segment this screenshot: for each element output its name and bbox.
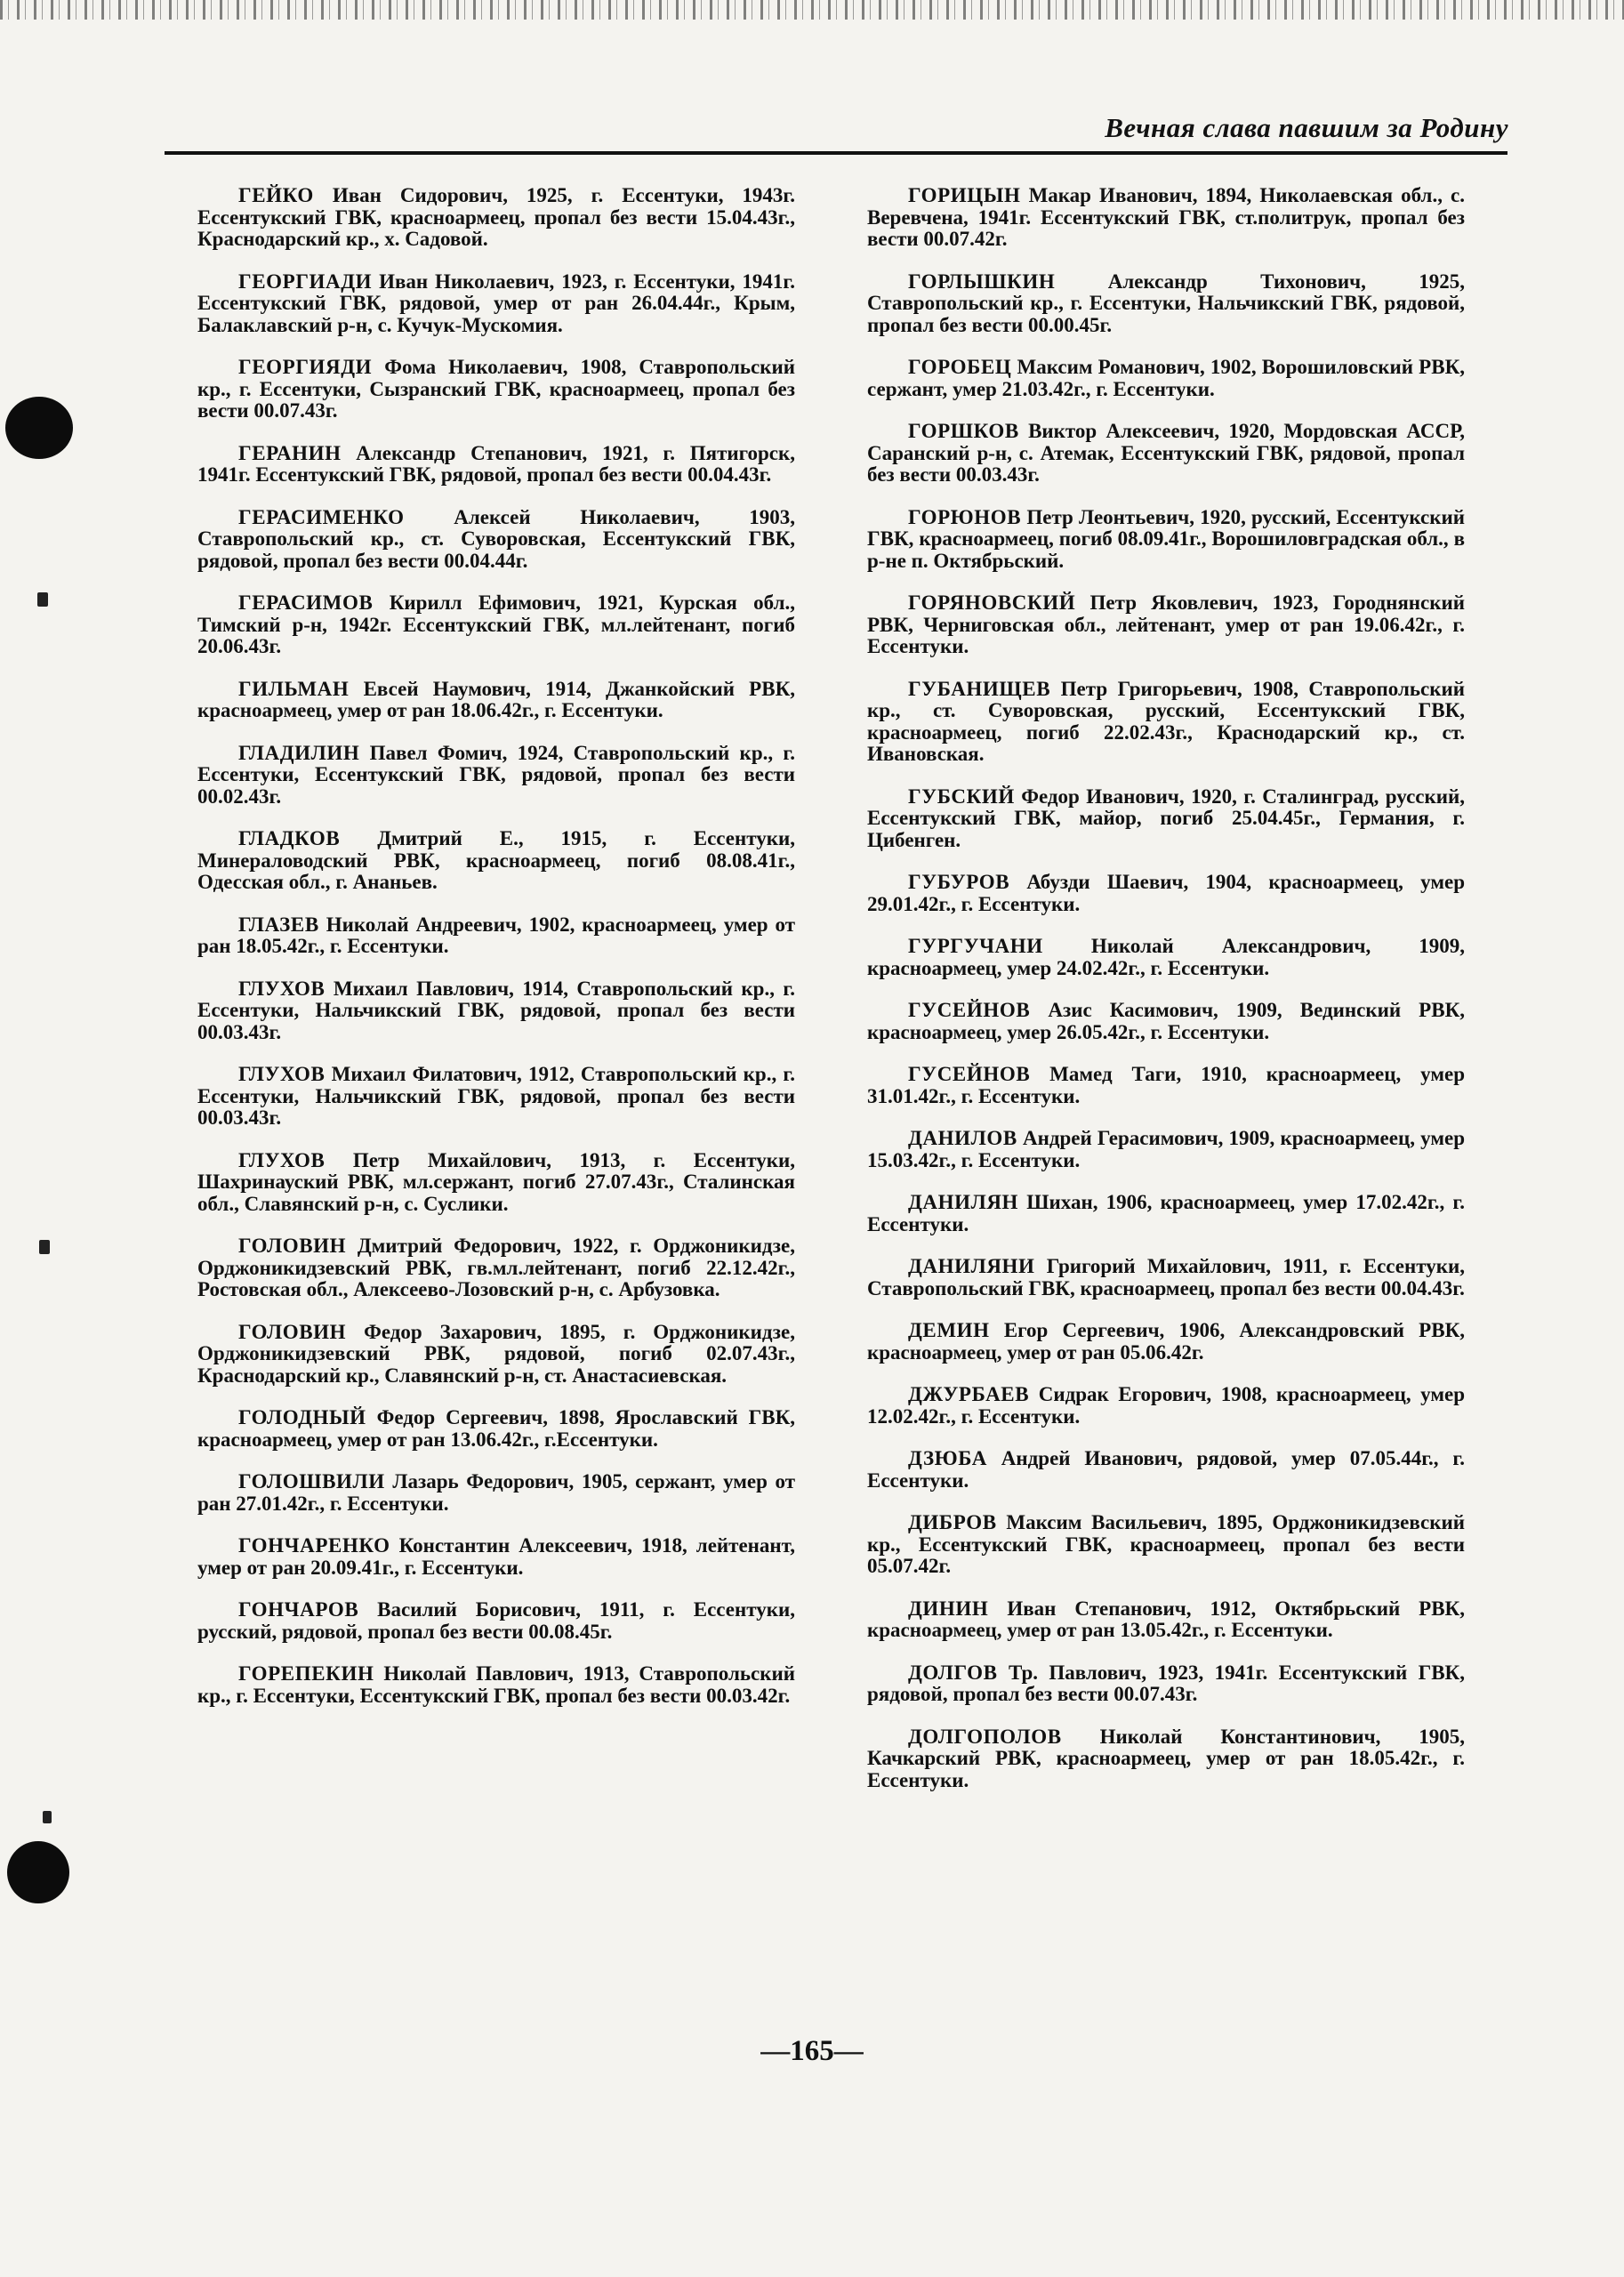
surname: ДОЛГОВ [908, 1661, 998, 1684]
surname: ДЕМИН [908, 1319, 990, 1341]
scan-speck [39, 1240, 50, 1254]
entry [197, 1535, 795, 1579]
entry [867, 1384, 1465, 1428]
entry-text: Павел Фомич, 1924, Ставропольский кр., г. Ессентуки, Ессентукский ГВК, рядовой, пропал без вести 00.02.43г. [197, 741, 796, 808]
entry-text: Дмитрий Е., 1915, г. Ессентуки, Минераловодский РВК, красноармеец, погиб 08.08.41г., Одесская обл., г. Ананьев. [197, 827, 795, 893]
entry [197, 743, 795, 809]
entry [867, 1256, 1465, 1299]
entry [867, 786, 1465, 852]
entry-text: Александр Тихонович, 1925, Ставропольский кр., г. Ессентуки, Нальчикский ГВК, рядовой, пропал без вести 00.00.45г. [867, 270, 1465, 336]
entry-text: Василий Борисович, 1911, г. Ессентуки, русский, рядовой, пропал без вести 00.08.45г. [197, 1598, 796, 1643]
entry [197, 1407, 795, 1451]
surname: ГЛУХОВ [238, 1148, 326, 1171]
entry-text: Андрей Иванович, рядовой, умер 07.05.44г., г. Ессентуки. [867, 1447, 1465, 1492]
entry [867, 1064, 1465, 1107]
entry [867, 872, 1465, 915]
entry-text: Абузди Шаевич, 1904, красноармеец, умер 29.01.42г., г. Ессентуки. [867, 871, 1465, 915]
entry [867, 357, 1465, 400]
entry [197, 1471, 795, 1515]
surname: ГОЛОДНЫЙ [238, 1406, 366, 1428]
surname: ГОРЯНОВСКИЙ [908, 591, 1076, 614]
surname: ГУБУРОВ [908, 871, 1010, 893]
scan-speck [43, 1811, 52, 1823]
entry [197, 1235, 795, 1301]
entry [197, 271, 795, 337]
entry [867, 1662, 1465, 1706]
entry [867, 1512, 1465, 1578]
entry-text: Мамед Таги, 1910, красноармеец, умер 31.01.42г., г. Ессентуки. [867, 1063, 1465, 1107]
entry-text: Тр. Павлович, 1923, 1941г. Ессентукский ГВК, рядовой, пропал без вести 00.07.43г. [867, 1661, 1465, 1705]
entry-text: Максим Романович, 1902, Ворошиловский РВК, сержант, умер 21.03.42г., г. Ессентуки. [867, 356, 1465, 400]
scan-speck [37, 592, 48, 607]
surname: ГОЛОВИН [238, 1320, 347, 1343]
surname: ГЛАЗЕВ [238, 913, 319, 936]
surname: ГЕОРГИАДИ [238, 270, 373, 293]
entry [867, 592, 1465, 658]
entry [867, 185, 1465, 251]
entry [867, 1000, 1465, 1043]
surname: ГЕРАСИМЕНКО [238, 505, 405, 528]
page-number: —165— [760, 2035, 864, 2067]
surname: ГОРОБЕЦ [908, 356, 1012, 378]
entry [867, 421, 1465, 487]
surname: ДОЛГОПОЛОВ [908, 1725, 1062, 1748]
entry-text: Иван Сидорович, 1925, г. Ессентуки, 1943г. Ессентукский ГВК, красноармеец, пропал без вести 15.04.43г., Краснодарский кр., х. Садовой. [197, 184, 796, 250]
entry [197, 507, 795, 573]
punch-hole-mark [7, 1841, 69, 1903]
entry [197, 443, 795, 487]
entry-text: Сидрак Егорович, 1908, красноармеец, умер 12.02.42г., г. Ессентуки. [867, 1383, 1465, 1428]
entry [197, 357, 795, 422]
entry-text: Михаил Павлович, 1914, Ставропольский кр., г. Ессентуки, Нальчикский ГВК, рядовой, пропал без вести 00.03.43г. [197, 977, 795, 1043]
surname: ГОРЮНОВ [908, 505, 1022, 528]
entry-text: Андрей Герасимович, 1909, красноармеец, умер 15.03.42г., г. Ессентуки. [867, 1127, 1465, 1171]
entry [867, 1320, 1465, 1364]
entry-text: Петр Григорьевич, 1908, Ставропольский кр., ст. Суворовская, русский, Ессентукский ГВК, красноармеец, погиб 22.02.43г., Краснодарский кр., ст. Ивановская. [867, 677, 1466, 765]
surname: ГЕОРГИЯДИ [238, 356, 373, 378]
surname: ДАНИЛОВ [908, 1127, 1017, 1149]
surname: ГОРШКОВ [908, 420, 1019, 442]
entry-text: Федор Сергеевич, 1898, Ярославский ГВК, красноармеец, умер от ран 13.06.42г., г.Ессентуки. [197, 1406, 796, 1451]
entry [197, 679, 795, 722]
right-column [867, 185, 1465, 1812]
entry-text: Николай Александрович, 1909, красноармеец, умер 24.02.42г., г. Ессентуки. [867, 935, 1466, 979]
surname: ДЖУРБАЕВ [908, 1383, 1030, 1405]
surname: ГЕРАСИМОВ [238, 591, 374, 614]
surname: ГОЛОВИН [238, 1235, 347, 1257]
surname: ГЛУХОВ [238, 1063, 326, 1085]
entry-text: Петр Яковлевич, 1923, Городнянский РВК, Черниговская обл., лейтенант, умер от ран 19.06.42г., г. Ессентуки. [867, 591, 1465, 657]
surname: ГУРГУЧАНИ [908, 935, 1043, 957]
entry [197, 978, 795, 1044]
entry [867, 1128, 1465, 1171]
surname: ГОРЕПЕКИН [238, 1662, 374, 1685]
entry-text: Николай Павлович, 1913, Ставропольский кр., г. Ессентуки, Ессентукский ГВК, пропал без вести 00.03.42г. [197, 1662, 795, 1707]
left-column [197, 185, 795, 1727]
entry [197, 592, 795, 658]
entry-text: Александр Степанович, 1921, г. Пятигорск, 1941г. Ессентукский ГВК, рядовой, пропал без вести 00.04.43г. [197, 441, 795, 486]
entry [197, 828, 795, 894]
surname: ГЕРАНИН [238, 441, 342, 464]
entry [867, 271, 1465, 337]
entry [867, 1448, 1465, 1492]
entry [197, 1599, 795, 1643]
entry-text: Азис Касимович, 1909, Вединский РВК, красноармеец, умер 26.05.42г., г. Ессентуки. [867, 999, 1465, 1043]
entry [867, 936, 1465, 979]
entry-text: Шихан, 1906, красноармеец, умер 17.02.42г., г. Ессентуки. [867, 1191, 1465, 1235]
entry [197, 1150, 795, 1216]
surname: ДЗЮБА [908, 1447, 987, 1469]
surname: ГУСЕЙНОВ [908, 999, 1031, 1021]
entry-text: Григорий Михайлович, 1911, г. Ессентуки, Ставропольский ГВК, красноармеец, пропал без вести 00.04.43г. [867, 1255, 1465, 1299]
scan-top-edge [0, 0, 1624, 20]
entry-text: Дмитрий Федорович, 1922, г. Орджоникидзе, Орджоникидзевский РВК, гв.мл.лейтенант, погиб 22.12.42г., Ростовская обл., Алексеево-Лозовский р-н, с. Арбузовка. [197, 1235, 796, 1300]
entry-text: Николай Андреевич, 1902, красноармеец, умер от ран 18.05.42г., г. Ессентуки. [197, 913, 796, 957]
entry-text: Виктор Алексеевич, 1920, Мордовская АССР, Саранский р-н, с. Атемак, Ессентукский ГВК, рядовой, пропал без вести 00.03.43г. [867, 420, 1466, 486]
surname: ДАНИЛЯН [908, 1191, 1019, 1213]
entry-text: Петр Михайлович, 1913, г. Ессентуки, Шахринауский РВК, мл.сержант, погиб 27.07.43г., Сталинская обл., Славянский р-н, с. Суслики. [197, 1148, 795, 1215]
entry [197, 1064, 795, 1130]
entry [197, 1663, 795, 1707]
entry-text: Николай Константинович, 1905, Качкарский РВК, красноармеец, умер от ран 18.05.42г., г. Ессентуки. [867, 1725, 1466, 1791]
punch-hole-mark [5, 397, 73, 459]
entry-text: Петр Леонтьевич, 1920, русский, Ессентукский ГВК, красноармеец, погиб 08.09.41г., Ворошиловградская обл., в р-не п. Октябрьский. [867, 505, 1465, 572]
surname: ГОНЧАРОВ [238, 1598, 359, 1621]
entry-text: Евсей Наумович, 1914, Джанкойский РВК, красноармеец, умер от ран 18.06.42г., г. Ессентуки. [197, 677, 795, 721]
surname: ГИЛЬМАН [238, 677, 350, 700]
surname: ГЛАДКОВ [238, 827, 341, 849]
surname: ГЕЙКО [238, 184, 314, 206]
surname: ГЛАДИЛИН [238, 741, 360, 764]
entry-text: Кирилл Ефимович, 1921, Курская обл., Тимский р-н, 1942г. Ессентукский ГВК, мл.лейтенант, погиб 20.06.43г. [197, 591, 795, 657]
surname: ГОРЛЫШКИН [908, 270, 1056, 293]
entry [197, 1322, 795, 1388]
entry-text: Федор Захарович, 1895, г. Орджоникидзе, Орджоникидзевский РВК, рядовой, погиб 02.07.43г., Краснодарский кр., Славянский р-н, ст. Анастасиевская. [197, 1320, 795, 1387]
entry [867, 679, 1465, 766]
surname: ГУБСКИЙ [908, 784, 1015, 808]
entry-text: Константин Алексеевич, 1918, лейтенант, умер от ран 20.09.41г., г. Ессентуки. [197, 1534, 795, 1579]
entry-text: Макар Иванович, 1894, Николаевская обл., с. Веревчена, 1941г. Ессентукский ГВК, ст.политрук, пропал без вести 00.07.42г. [867, 184, 1465, 250]
surname: ГЛУХОВ [238, 977, 326, 1000]
entry-text: Иван Николаевич, 1923, г. Ессентуки, 1941г. Ессентукский ГВК, рядовой, умер от ран 26.04.44г., Крым, Балаклавский р-н, с. Кучук-Мускомия. [197, 270, 796, 336]
entry-text: Егор Сергеевич, 1906, Александровский РВК, красноармеец, умер от ран 05.06.42г. [867, 1319, 1466, 1364]
entry [197, 914, 795, 958]
entry [197, 185, 795, 251]
entry [867, 1598, 1465, 1642]
surname: ГОРИЦЫН [908, 184, 1021, 206]
entry [867, 1726, 1465, 1792]
surname: ДИБРОВ [908, 1511, 997, 1533]
header-rule [165, 151, 1507, 155]
entry-text: Михаил Филатович, 1912, Ставропольский кр., г. Ессентуки, Нальчикский ГВК, рядовой, пропал без вести 00.03.43г. [197, 1063, 795, 1129]
entry [867, 1192, 1465, 1235]
surname: ГОНЧАРЕНКО [238, 1534, 390, 1557]
entry-text: Максим Васильевич, 1895, Орджоникидзевский кр., Ессентукский ГВК, красноармеец, пропал без вести 05.07.42г. [867, 1511, 1465, 1577]
entry-text: Алексей Николаевич, 1903, Ставропольский кр., ст. Суворовская, Ессентукский ГВК, рядовой, пропал без вести 00.04.44г. [197, 505, 795, 572]
entry [867, 507, 1465, 573]
running-header: Вечная слава павшим за Родину [1105, 112, 1508, 143]
surname: ДАНИЛЯНИ [908, 1255, 1035, 1277]
entry-text: Федор Иванович, 1920, г. Сталинград, русский, Ессентукский ГВК, майор, погиб 25.04.45г., Германия, г. Цибенген. [867, 784, 1466, 851]
entry-text: Фома Николаевич, 1908, Ставропольский кр., г. Ессентуки, Сызранский ГВК, красноармеец, пропал без вести 00.07.43г. [197, 356, 795, 422]
surname: ДИНИН [908, 1597, 989, 1620]
entry-text: Лазарь Федорович, 1905, сержант, умер от ран 27.01.42г., г. Ессентуки. [197, 1470, 795, 1515]
surname: ГУБАНИЩЕВ [908, 677, 1051, 700]
surname: ГУСЕЙНОВ [908, 1063, 1031, 1085]
entry-text: Иван Степанович, 1912, Октябрьский РВК, красноармеец, умер от ран 13.05.42г., г. Ессентуки. [867, 1597, 1465, 1641]
surname: ГОЛОШВИЛИ [238, 1470, 385, 1493]
